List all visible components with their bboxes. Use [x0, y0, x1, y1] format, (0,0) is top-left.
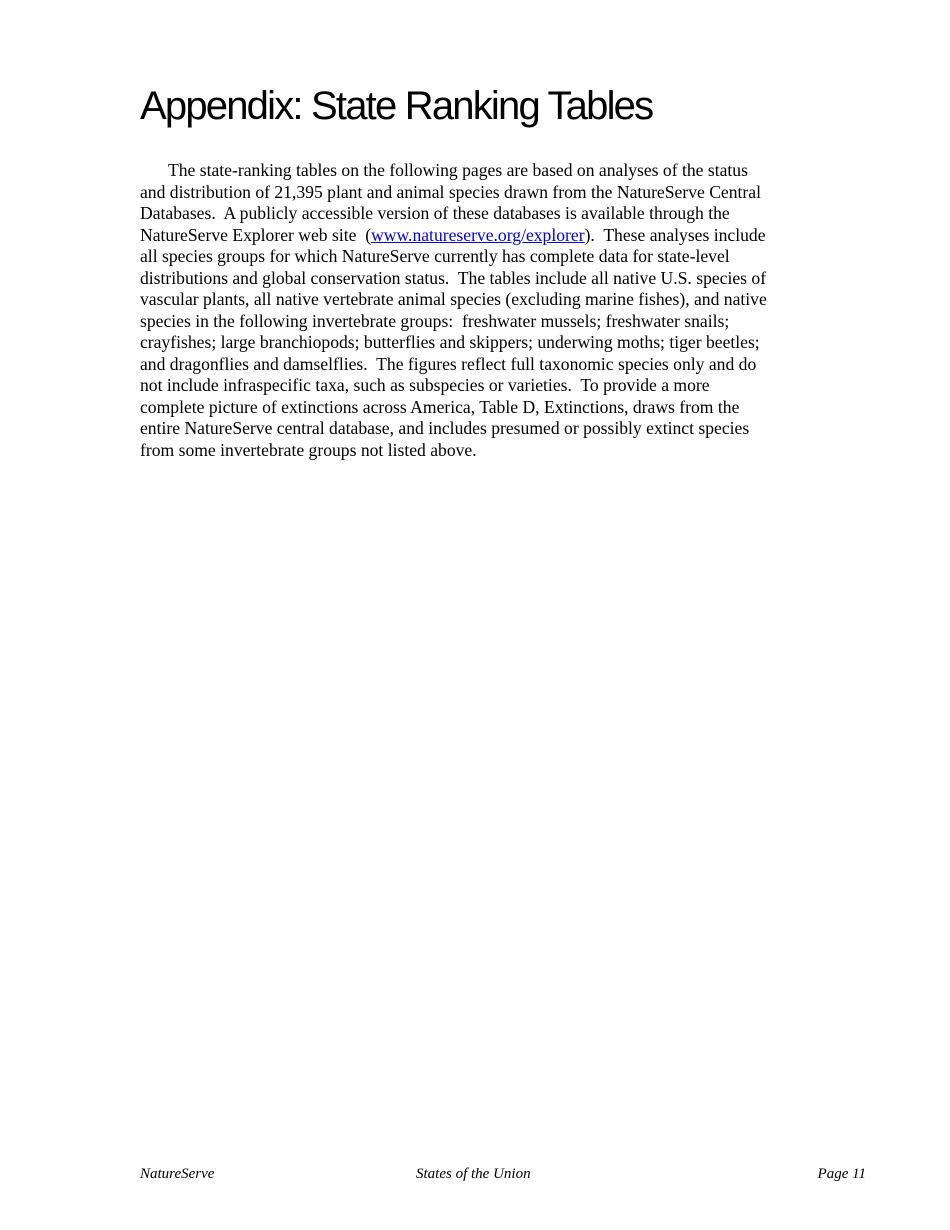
paragraph-line-text: NatureServe Explorer web site ( — [140, 224, 372, 245]
paragraph-line: species in the following invertebrate groups: freshwater mussels; freshwater snails; — [140, 310, 730, 331]
paragraph-line: Databases. A publicly accessible version of these databases is available through the — [140, 203, 730, 223]
natureserve-explorer-link[interactable]: www.natureserve.org/explorer — [371, 224, 585, 245]
footer-document-title: States of the Union — [416, 1166, 531, 1182]
paragraph-line: crayfishes; large branchiopods; butterflies and skippers; underwing moths; tiger beetles; — [140, 332, 760, 352]
paragraph-line: and dragonflies and damselflies. The figures reflect full taxonomic species only and do — [140, 353, 757, 374]
paragraph-line: distributions and global conservation status. The tables include all native U.S. species of — [140, 267, 767, 288]
footer-publisher: NatureServe — [140, 1166, 215, 1182]
page-title: Appendix: State Ranking Tables — [140, 84, 653, 128]
paragraph-line: and distribution of 21,395 plant and animal species drawn from the NatureServe Central — [140, 181, 761, 202]
page-footer — [140, 1166, 866, 1186]
paragraph-line: from some invertebrate groups not listed above. — [140, 439, 477, 460]
body-paragraph — [140, 160, 812, 461]
paragraph-line: complete picture of extinctions across America, Table D, Extinctions, draws from the — [140, 396, 740, 417]
paragraph-line-text: The state-ranking tables on the following pages are based on analyses of the status — [168, 160, 748, 180]
paragraph-line: all species groups for which NatureServe currently has complete data for state-level — [140, 246, 730, 266]
paragraph-line: vascular plants, all native vertebrate animal species (excluding marine fishes), and native — [140, 289, 767, 309]
paragraph-line: entire NatureServe central database, and includes presumed or possibly extinct species — [140, 418, 750, 438]
paragraph-line — [140, 225, 812, 247]
paragraph-line — [140, 160, 812, 182]
footer-page-number: Page 11 — [817, 1166, 866, 1182]
paragraph-line: not include infraspecific taxa, such as subspecies or varieties. To provide a more — [140, 375, 710, 395]
paragraph-line-text: ). These analyses include — [584, 224, 766, 245]
